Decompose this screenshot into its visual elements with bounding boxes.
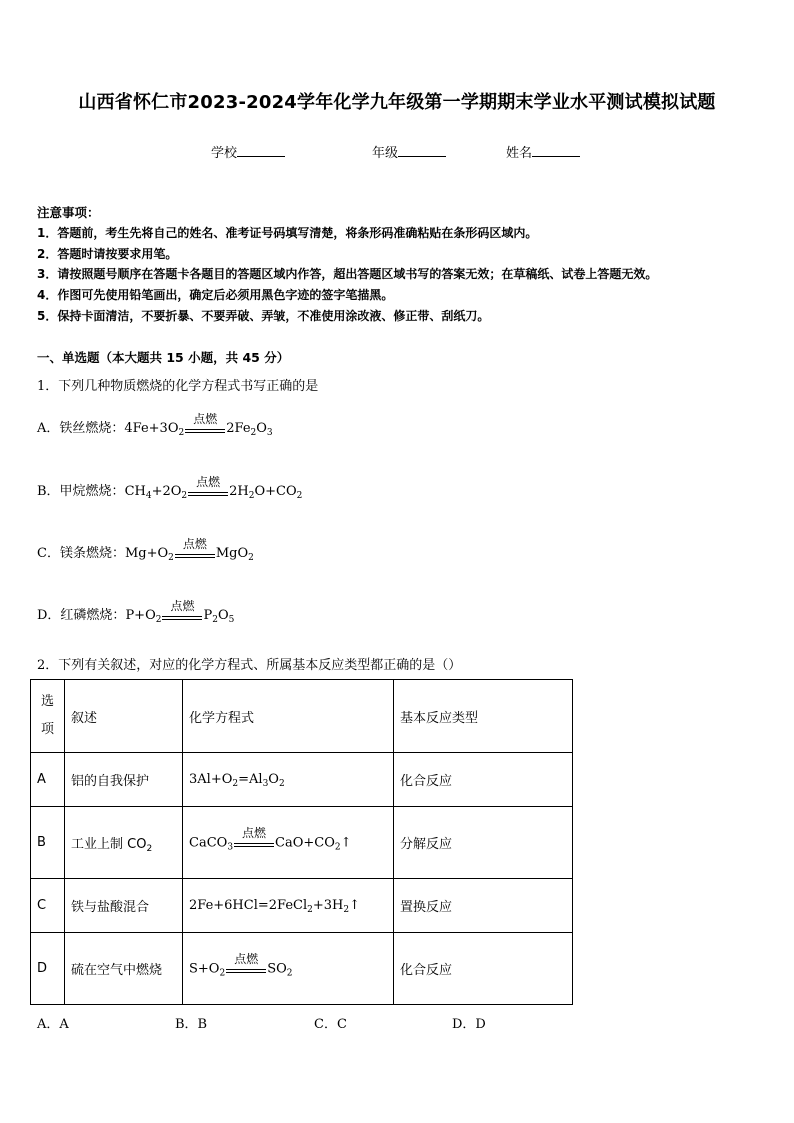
eq-part: +3H: [312, 898, 344, 913]
row-desc: [65, 807, 183, 879]
condition-text: 点燃: [234, 951, 259, 966]
condition-text: 点燃: [182, 536, 207, 551]
eq-part: CaCO: [189, 835, 228, 850]
notice-item: 1．答题前，考生先将自己的姓名、准考证号码填写清楚，将条形码准确粘贴在条形码区域内。: [37, 226, 538, 240]
eq-sub: 2: [168, 553, 174, 563]
q1-option-c: [37, 534, 254, 574]
answer-choice-b: B．B: [175, 1017, 208, 1032]
reaction-condition: [175, 536, 215, 566]
notice-heading: 注意事项：: [37, 205, 100, 220]
row-desc: 铝的自我保护: [65, 753, 183, 807]
row-option: D: [31, 933, 65, 1005]
row-equation: [183, 807, 394, 879]
school-label: 学校: [211, 146, 238, 161]
eq-sub: 4: [145, 491, 152, 501]
table-row: [31, 879, 573, 933]
reaction-condition: [185, 411, 225, 441]
eq-part: CaO+CO: [275, 835, 335, 850]
eq-sub: 2: [155, 615, 162, 625]
condition-text: 点燃: [242, 825, 267, 840]
eq-sub: 2: [278, 779, 285, 789]
eq-sub: 2: [248, 491, 255, 501]
eq-right-mid: O: [217, 608, 229, 623]
header-type: 基本反应类型: [394, 680, 573, 753]
eq-sub: 2: [343, 905, 350, 915]
school-blank: [237, 145, 285, 157]
header-option-line1: 选: [40, 694, 54, 709]
notice-item: 4．作图可先使用铅笔画出，确定后必须用黑色字迹的签字笔描黑。: [37, 288, 394, 302]
answer-choice-d: D．D: [452, 1017, 486, 1032]
eq-part: S+O: [189, 961, 220, 976]
question-2-stem: 2．下列有关叙述，对应的化学方程式、所属基本反应类型都正确的是（）: [37, 658, 462, 673]
option-label: A．铁丝燃烧：: [37, 421, 125, 436]
notice-item: 2．答题时请按要求用笔。: [37, 247, 178, 261]
condition-text: 点燃: [193, 411, 218, 426]
table-row: [31, 753, 573, 807]
row-type: 化合反应: [394, 753, 573, 807]
question-1-stem: 1．下列几种物质燃烧的化学方程式书写正确的是: [37, 379, 319, 394]
eq-left: P+O: [125, 608, 156, 623]
eq-sub: 2: [296, 491, 303, 501]
eq-sub: 2: [219, 968, 226, 978]
eq-right: 2H: [229, 484, 249, 499]
name-field: [506, 142, 580, 161]
table-row: [31, 807, 573, 879]
eq-sub: 3: [266, 428, 273, 438]
desc-sub: 2: [146, 844, 153, 854]
q1-option-d: [37, 596, 234, 636]
table-header-row: [31, 680, 573, 753]
answer-choice-c: C．C: [314, 1017, 347, 1032]
eq-sub: 3: [262, 779, 269, 789]
row-option: C: [31, 879, 65, 933]
eq-sub: 2: [334, 842, 341, 852]
grade-label: 年级: [372, 146, 399, 161]
eq-sub: 5: [228, 615, 235, 625]
row-type: 分解反应: [394, 807, 573, 879]
q1-option-a: [37, 409, 273, 449]
reaction-condition: [162, 598, 202, 628]
eq-part: 2Fe+6HCl=2FeCl: [189, 898, 308, 913]
table-row: [31, 933, 573, 1005]
reaction-condition: [226, 951, 266, 981]
option-label: D．红磷燃烧：: [37, 608, 126, 623]
q1-option-b: [37, 472, 302, 512]
eq-part: SO: [267, 961, 287, 976]
condition-text: 点燃: [170, 598, 195, 613]
eq-sub: 2: [181, 491, 188, 501]
question-2-table: [30, 679, 573, 1005]
reaction-condition: [188, 474, 228, 504]
option-label: C．镁条燃烧：: [37, 546, 125, 561]
eq-part: =Al: [238, 772, 263, 787]
eq-right: MgO: [215, 546, 249, 561]
eq-right-mid: O+CO: [254, 484, 297, 499]
header-equation: 化学方程式: [183, 680, 394, 753]
header-option-line2: 项: [40, 722, 54, 737]
eq-sub: 2: [212, 615, 218, 625]
school-field: [211, 142, 285, 161]
row-equation: [183, 753, 394, 807]
eq-left: Mg+O: [124, 546, 169, 561]
gas-arrow: ↑: [349, 898, 361, 913]
row-desc: 铁与盐酸混合: [65, 879, 183, 933]
row-desc: 硫在空气中燃烧: [65, 933, 183, 1005]
reaction-condition: [234, 825, 274, 855]
header-option: [31, 680, 65, 753]
row-type: 置换反应: [394, 879, 573, 933]
gas-arrow: ↑: [340, 835, 352, 850]
eq-right: 2Fe: [226, 421, 251, 436]
eq-sub: 3: [227, 842, 234, 852]
option-label: B．甲烷燃烧：: [37, 484, 125, 499]
notice-item: 5．保持卡面清洁，不要折暴、不要弄破、弄皱，不准使用涂改液、修正带、刮纸刀。: [37, 309, 490, 323]
eq-sub: 2: [250, 428, 257, 438]
eq-left-tail: +2O: [151, 484, 182, 499]
row-option: A: [31, 753, 65, 807]
header-desc: 叙述: [65, 680, 183, 753]
grade-blank: [398, 145, 446, 157]
eq-sub: 2: [248, 553, 254, 563]
eq-right-mid: O: [256, 421, 267, 436]
eq-sub: 2: [307, 905, 313, 915]
eq-part: 3Al+O: [189, 772, 233, 787]
eq-sub: 2: [286, 968, 293, 978]
answer-choice-a: A．A: [37, 1017, 69, 1032]
eq-left: CH: [124, 484, 146, 499]
eq-sub: 2: [232, 779, 239, 789]
name-label: 姓名: [506, 146, 533, 161]
condition-text: 点燃: [196, 474, 221, 489]
row-option: B: [31, 807, 65, 879]
desc-text: 工业上制 CO: [71, 837, 147, 852]
eq-sub: 2: [178, 428, 185, 438]
row-type: 化合反应: [394, 933, 573, 1005]
row-equation: [183, 933, 394, 1005]
grade-field: [372, 142, 446, 161]
eq-part: O: [268, 772, 279, 787]
section-heading: 一、单选题（本大题共 15 小题，共 45 分）: [37, 350, 290, 365]
notice-item: 3．请按照题号顺序在答题卡各题目的答题区域内作答，超出答题区域书写的答案无效；在草稿纸、试卷上答题无效。: [37, 267, 658, 281]
eq-right: P: [203, 608, 213, 623]
eq-left: 4Fe+3O: [124, 421, 179, 436]
page-title: 山西省怀仁市2023-2024学年化学九年级第一学期期末学业水平测试模拟试题: [78, 92, 716, 113]
name-blank: [532, 145, 580, 157]
row-equation: [183, 879, 394, 933]
